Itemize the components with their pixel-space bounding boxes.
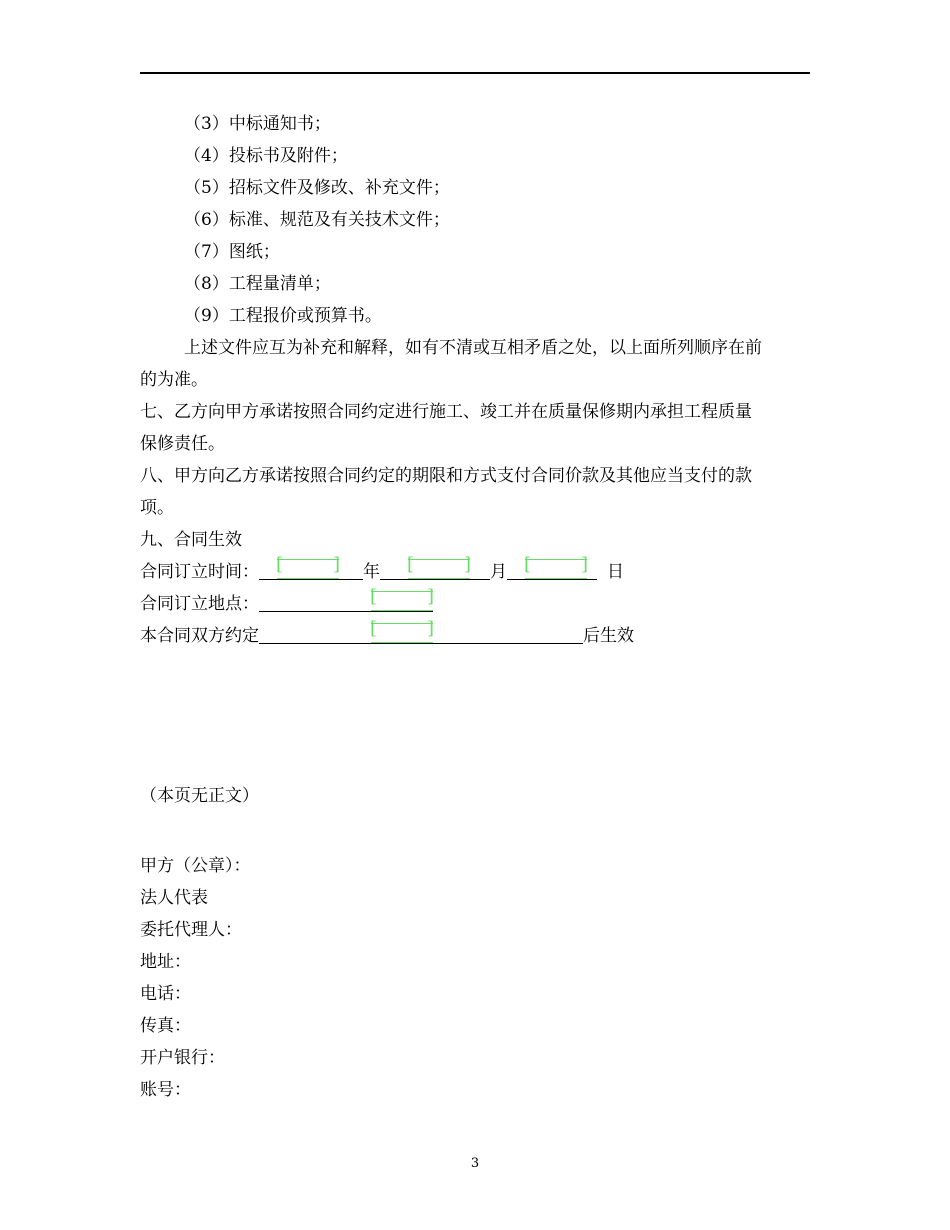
contract-date-row [140,556,810,588]
year-input[interactable]: [ ] [277,557,339,580]
list-item: （3）中标通知书； [184,114,331,134]
list-item: （6）标准、规范及有关技术文件； [184,210,450,230]
order-note-line2: 的为准。 [140,370,208,390]
party-a-title: 甲方（公章）： [140,856,251,876]
list-item: （4）投标书及附件； [184,146,348,166]
party-a-agent: 委托代理人： [140,920,242,940]
blank-underline [259,621,371,644]
party-a-phone: 电话： [140,984,191,1004]
year-label: 年 [363,562,380,582]
day-input[interactable]: [ ] [525,557,587,580]
clause-7-line1: 七、乙方向甲方承诺按照合同约定进行施工、竣工并在质量保修期内承担工程质量 [140,402,752,422]
party-a-account: 账号： [140,1080,191,1100]
party-a-fax: 传真： [140,1016,191,1036]
clause-9-heading: 九、合同生效 [140,530,242,550]
party-a-bank: 开户银行： [140,1048,225,1068]
contract-effect-label: 本合同双方约定 [140,626,259,646]
blank-underline [470,557,490,580]
blank-underline [587,557,597,580]
header-rule [140,72,810,74]
page-number: 3 [470,1156,480,1171]
blank-underline [259,557,277,580]
blank-underline [380,557,408,580]
list-item: （7）图纸； [184,242,280,262]
no-text-note: （本页无正文） [140,786,259,806]
blank-underline [433,621,583,644]
clause-7-line2: 保修责任。 [140,434,225,454]
party-a-address: 地址： [140,952,191,972]
place-input[interactable]: [ ] [371,589,433,612]
contract-place-row [140,588,810,620]
contract-effect-suffix: 后生效 [583,626,634,646]
day-label: 日 [607,562,624,582]
clause-8-line2: 项。 [140,498,174,518]
list-item: （5）招标文件及修改、补充文件； [184,178,450,198]
list-item: （9）工程报价或预算书。 [184,306,382,326]
document-body [140,108,810,1106]
clause-8-line1: 八、甲方向乙方承诺按照合同约定的期限和方式支付合同价款及其他应当支付的款 [140,466,752,486]
blank-underline [507,557,525,580]
month-input[interactable]: [ ] [408,557,470,580]
blank-underline [339,557,363,580]
month-label: 月 [490,562,507,582]
blank-underline [259,589,371,612]
list-item: （8）工程量清单； [184,274,331,294]
contract-effect-row [140,620,810,652]
order-note-line1: 上述文件应互为补充和解释，如有不清或互相矛盾之处，以上面所列顺序在前 [184,338,762,358]
contract-place-label: 合同订立地点： [140,594,259,614]
party-a-legal-rep: 法人代表 [140,888,208,908]
effect-condition-input[interactable]: [ ] [371,621,433,644]
contract-date-label: 合同订立时间： [140,562,259,582]
